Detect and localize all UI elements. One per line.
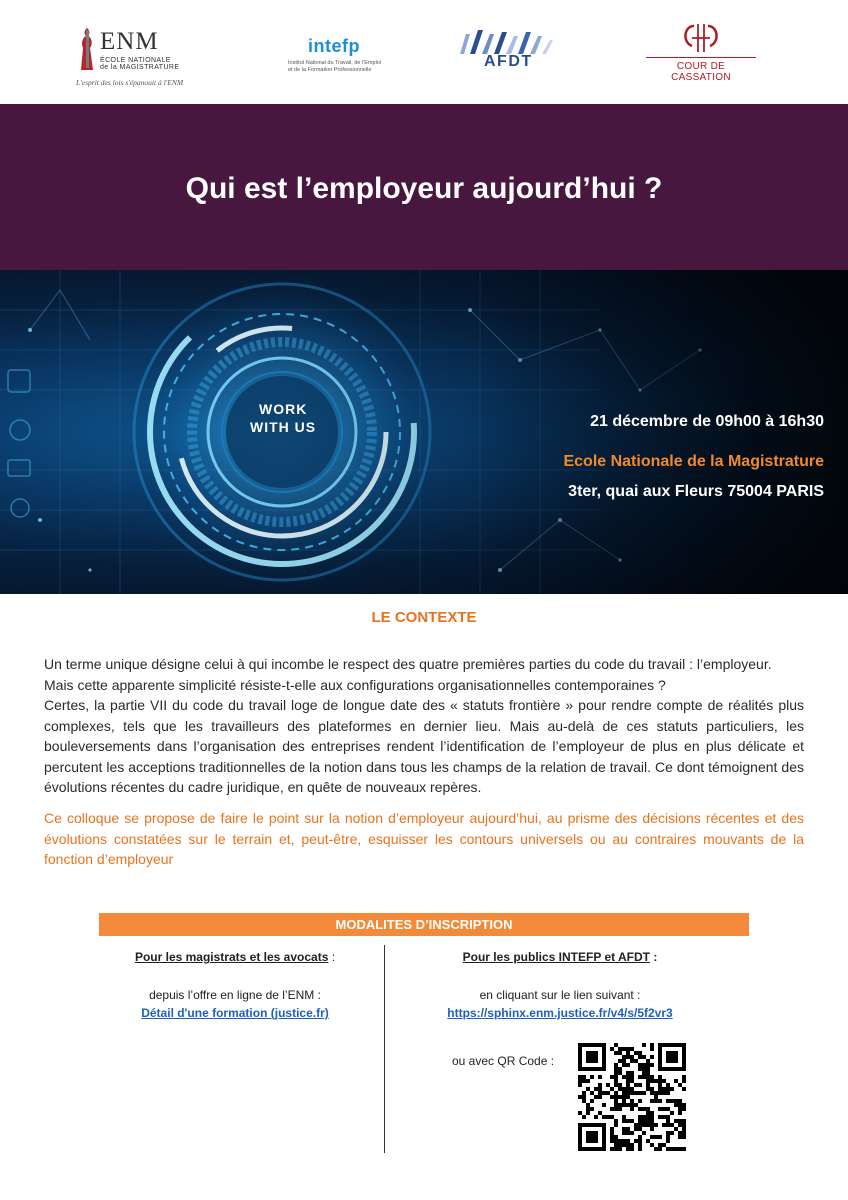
- formation-link[interactable]: Détail d'une formation (justice.fr): [141, 1006, 329, 1020]
- magistrats-title: [100, 950, 370, 964]
- qr-code-icon[interactable]: [578, 1043, 686, 1151]
- hero-text-work: WORK: [259, 401, 308, 417]
- afdt-logo: [456, 28, 566, 78]
- title-banner: [0, 104, 848, 270]
- magistrats-title-colon: :: [328, 950, 336, 964]
- page-title: Qui est l’employeur aujourd’hui ?: [185, 172, 663, 205]
- afdt-bars-icon: [456, 28, 566, 56]
- intefp-line2: et de la Formation Professionnelle: [288, 67, 372, 73]
- enm-name: ENM: [100, 28, 159, 55]
- intefp-name: intefp: [308, 36, 360, 56]
- cour-de-cassation-logo: [646, 22, 756, 83]
- enm-logo: [76, 18, 194, 90]
- context-title: LE CONTEXTE: [371, 609, 477, 626]
- context-line-1: Un terme unique désigne celui à qui incombe le respect des quatre premières parties du code du travail : l’employeur.: [44, 656, 772, 672]
- magistrats-title-text: Pour les magistrats et les avocats: [134, 950, 329, 964]
- cassation-monogram-icon: [646, 22, 756, 56]
- enm-motto: L'esprit des lois s'épanouit à l'ENM: [76, 78, 184, 87]
- context-conclusion: Ce colloque se propose de faire le point sur la notion d’employeur aujourd’hui, au prisme des décisions récentes et des évolutions constatées sur le terrain et, peut-être, esquisser les contours universels ou au contraires mouvants de la fonction d’employeur: [44, 810, 804, 867]
- context-paragraph-1: [44, 654, 804, 695]
- hero-image: [0, 270, 848, 594]
- qr-label: ou avec QR Code :: [452, 1054, 555, 1068]
- hero-text-with-us: WITH US: [250, 419, 317, 435]
- event-venue: Ecole Nationale de la Magistrature: [563, 453, 824, 470]
- afdt-name: AFDT: [484, 53, 533, 70]
- publics-title: [400, 950, 720, 964]
- publics-text: en cliquant sur le lien suivant :: [479, 988, 641, 1002]
- intefp-line1: Institut National du Travail, de l'Emploi: [288, 60, 382, 66]
- column-divider: [384, 945, 385, 1153]
- tech-rings-graphic: [0, 270, 848, 594]
- event-date: 21 décembre de 09h00 à 16h30: [590, 413, 824, 430]
- event-address: 3ter, quai aux Fleurs 75004 PARIS: [568, 483, 824, 500]
- enm-emblem-icon: [76, 26, 98, 72]
- enm-line1: ÉCOLE NATIONALE: [100, 57, 171, 64]
- magistrats-text: depuis l’offre en ligne de l’ENM :: [149, 988, 321, 1002]
- intefp-logo: [288, 36, 388, 80]
- enm-line2: de la MAGISTRATURE: [100, 64, 180, 71]
- sphinx-link[interactable]: https://sphinx.enm.justice.fr/v4/s/5f2vr3: [447, 1006, 673, 1020]
- logo-row: [0, 0, 848, 104]
- inscription-header: MODALITES D’INSCRIPTION: [99, 913, 749, 936]
- context-line-2: Mais cette apparente simplicité résiste-t-elle aux configurations organisationnelles contemporaines ?: [44, 676, 666, 693]
- publics-title-text: Pour les publics INTEFP et AFDT: [462, 950, 650, 964]
- context-paragraph-2: Certes, la partie VII du code du travail loge de longue date des « statuts frontière » pour rendre compte de réalités plus complexes, tels que les travailleurs des plateformes en dernier lieu. Mais au-delà de ces statuts particuliers, les bouleversements dans l’organisation des entreprises rendent l’identification de l’employeur de plus en plus délicate et percutent les acceptions traditionnelles de la notion dans tous les champs de la relation de travail. Ce dont témoignent des évolutions récentes du cadre juridique, en quête de nouveaux repères.: [44, 697, 804, 795]
- cassation-name: COUR DE CASSATION: [646, 57, 756, 83]
- publics-title-colon: :: [650, 950, 658, 964]
- publics-column: [400, 950, 720, 1020]
- magistrats-column: [100, 950, 370, 1020]
